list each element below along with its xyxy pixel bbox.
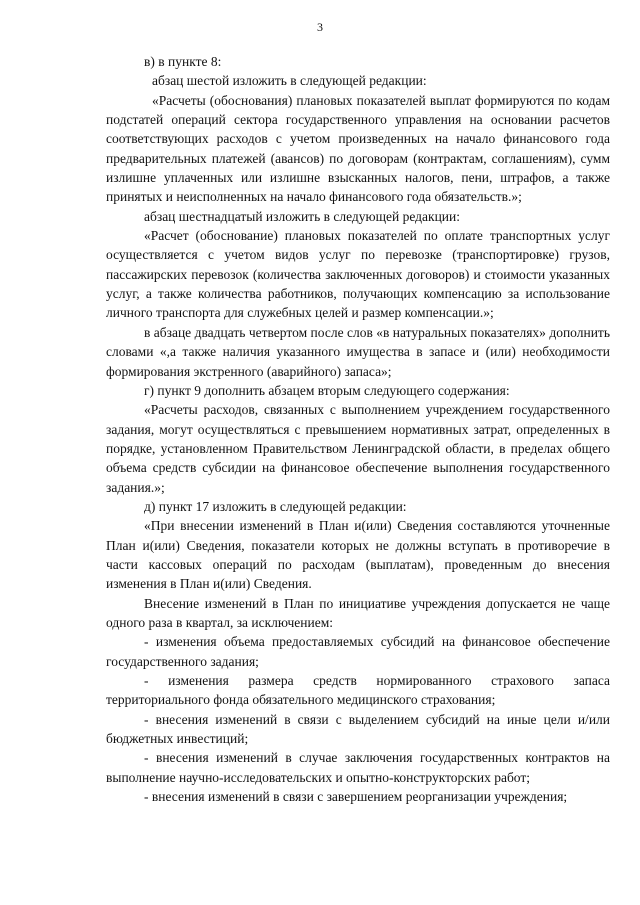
paragraph-instruction: в абзаце двадцать четвертом после слов «в натуральных показателях» дополнить словами «,а также наличия указанного имущества в запасе и (или) необходимости формирования экстренного (аварийного) запаса»; <box>106 324 610 379</box>
paragraph-quote: «При внесении изменений в План и(или) Сведения составляются уточненные План и(или) Сведения, показатели которых не должны вступать в противоречие в части кассовых операций по расходам (выплатам), проведенным до внесения изменения в План и(или) Сведения. <box>106 518 610 592</box>
list-item: - внесения изменений в связи с завершением реорганизации учреждения; <box>144 789 568 805</box>
paragraph-instruction: абзац шестнадцатый изложить в следующей редакции: <box>144 208 461 224</box>
paragraph-body: Внесение изменений в План по инициативе учреждения допускается не чаще одного раза в квартал, за исключением: <box>106 595 610 630</box>
paragraph-instruction: абзац шестой изложить в следующей редакции: <box>152 73 427 89</box>
page-number: 3 <box>317 20 323 34</box>
document-body <box>106 52 610 806</box>
paragraph-subitem-v: в) в пункте 8: <box>144 54 222 69</box>
list-item: - изменения объема предоставляемых субсидий на финансовое обеспечение государственного задания; <box>106 634 610 669</box>
list-item: - внесения изменений в связи с выделением субсидий на иные цели и/или бюджетных инвестиций; <box>106 711 610 747</box>
paragraph-subitem-d: д) пункт 17 изложить в следующей редакции: <box>144 498 407 514</box>
list-item: - изменения размера средств нормированного страхового запаса территориального фонда обязательного медицинского страхования; <box>106 673 610 708</box>
list-item: - внесения изменений в случае заключения государственных контрактов на выполнение научно-исследовательских и опытно-конструкторских работ; <box>106 750 610 785</box>
paragraph-quote: «Расчет (обоснование) плановых показателей по оплате транспортных услуг осуществляется с учетом видов услуг по перевозке (транспортировке) грузов, пассажирских перевозок (количества заключенных договоров) и стоимости указанных услуг, а также количества работников, получающих компенсацию за использование личного транспорта для служебных целей и размер компенсации.»; <box>106 228 610 321</box>
paragraph-subitem-g: г) пункт 9 дополнить абзацем вторым следующего содержания: <box>144 382 510 398</box>
paragraph-quote: «Расчеты расходов, связанных с выполнением учреждением государственного задания, могут осуществляться с превышением нормативных затрат, определенных в порядке, установленном Правительством Ленинградской области, в пределах общего объема средств субсидии на финансовое обеспечение выполнения государственного задания.»; <box>106 402 610 495</box>
paragraph-quote: «Расчеты (обоснования) плановых показателей выплат формируются по кодам подстатей операций сектора государственного управления на основании расчетов соответствующих расходов с учетом произведенных на начало финансового года предварительных платежей (авансов) по договорам (контрактам, соглашениям), сумм излишне уплаченных или излишне взысканных налогов, пени, штрафов, а также принятых и неисполненных на начало финансового года обязательств.»; <box>106 92 610 205</box>
